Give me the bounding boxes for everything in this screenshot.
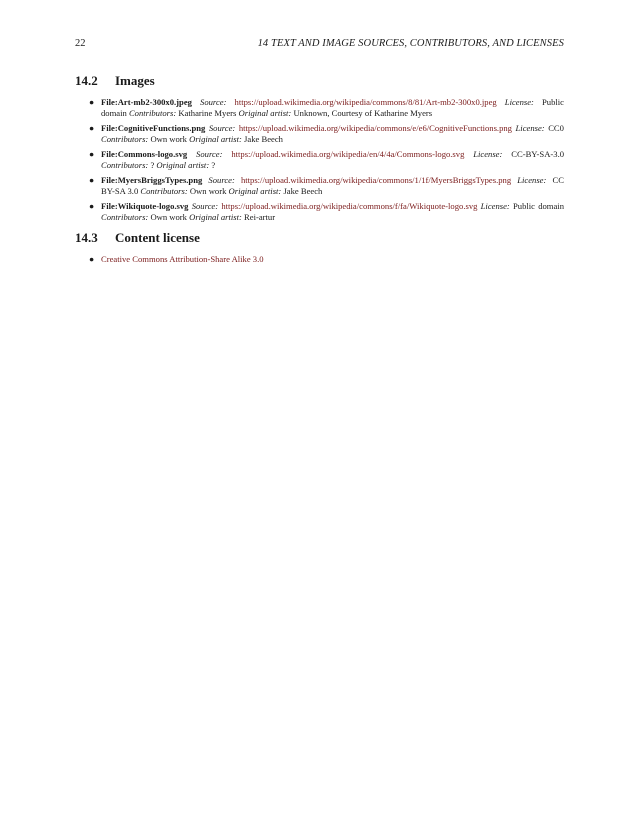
source-label: Source:: [208, 123, 236, 133]
section-title: Images: [115, 73, 155, 88]
images-section-heading: [75, 73, 564, 89]
license-label: License:: [473, 149, 503, 159]
section-number: 14.2: [75, 73, 98, 88]
content-license-section: [75, 230, 564, 269]
file-name: File:Art-mb2-300x0.jpeg: [101, 97, 192, 107]
artist-label: Original artist:: [156, 160, 210, 170]
contributors-value: Own work: [150, 134, 187, 144]
artist-label: Original artist:: [189, 212, 242, 222]
license-value: Public domain: [513, 201, 564, 211]
artist-value: ?: [211, 160, 216, 170]
source-link[interactable]: https://upload.wikimedia.org/wikipedia/commons/e/e6/CognitiveFunctions.png: [238, 123, 512, 133]
page-header: [75, 38, 564, 54]
bullet-icon: ●: [89, 149, 95, 159]
license-value: CC-BY-SA-3.0: [511, 149, 565, 159]
contributors-value: Katharine Myers: [178, 108, 237, 118]
file-name: File:CognitiveFunctions.png: [101, 123, 206, 133]
source-label: Source:: [200, 97, 227, 107]
bullet-icon: ●: [89, 254, 95, 264]
artist-value: Unknown, Courtesy of Katharine Myers: [293, 108, 433, 118]
license-label: License:: [504, 97, 534, 107]
contributors-label: Contributors:: [101, 134, 149, 144]
artist-label: Original artist:: [238, 108, 292, 118]
source-link[interactable]: https://upload.wikimedia.org/wikipedia/commons/8/81/Art-mb2-300x0.jpeg: [234, 97, 497, 107]
source-label: Source:: [196, 149, 223, 159]
artist-value: Jake Beech: [283, 186, 323, 196]
image-entry: [75, 175, 564, 197]
license-value: CC BY-SA 3.0: [101, 175, 564, 196]
license-value: Public domain: [101, 97, 564, 118]
license-label: License:: [515, 123, 545, 133]
artist-label: Original artist:: [228, 186, 282, 196]
license-label: License:: [480, 201, 510, 211]
file-name: File:MyersBriggsTypes.png: [101, 175, 203, 185]
contributors-value: Own work: [150, 212, 187, 222]
image-entry: [75, 97, 564, 119]
license-item: [75, 254, 564, 265]
contributors-label: Contributors:: [101, 212, 149, 222]
contributors-value: ?: [150, 160, 155, 170]
source-link[interactable]: https://upload.wikimedia.org/wikipedia/en/4/4a/Commons-logo.svg: [231, 149, 465, 159]
bullet-icon: ●: [89, 123, 95, 133]
image-entries-list: [75, 97, 564, 223]
image-entry: [75, 123, 564, 145]
source-link[interactable]: https://upload.wikimedia.org/wikipedia/commons/1/1f/MyersBriggsTypes.png: [240, 175, 512, 185]
source-label: Source:: [191, 201, 219, 211]
image-entry: [75, 149, 564, 171]
source-label: Source:: [208, 175, 235, 185]
contributors-label: Contributors:: [101, 160, 149, 170]
images-section: [75, 73, 564, 227]
artist-value: Rei-artur: [244, 212, 276, 222]
bullet-icon: ●: [89, 175, 95, 185]
bullet-icon: ●: [89, 201, 95, 211]
page-number: 22: [75, 38, 86, 49]
license-label: License:: [517, 175, 547, 185]
section-number: 14.3: [75, 230, 98, 245]
license-value: CC0: [548, 123, 564, 133]
section-title: Content license: [115, 230, 200, 245]
file-name: File:Wikiquote-logo.svg: [101, 201, 189, 211]
contributors-label: Contributors:: [140, 186, 188, 196]
contributors-label: Contributors:: [128, 108, 177, 118]
file-name: File:Commons-logo.svg: [101, 149, 188, 159]
license-link[interactable]: Creative Commons Attribution-Share Alike 3.0: [101, 254, 264, 264]
artist-value: Jake Beech: [244, 134, 283, 144]
contributors-value: Own work: [189, 186, 227, 196]
license-list: [75, 254, 564, 265]
image-entry: [75, 201, 564, 223]
bullet-icon: ●: [89, 97, 95, 107]
running-title: 14 TEXT AND IMAGE SOURCES, CONTRIBUTORS, AND LICENSES: [257, 38, 564, 49]
content-license-heading: [75, 230, 564, 246]
artist-label: Original artist:: [189, 134, 242, 144]
source-link[interactable]: https://upload.wikimedia.org/wikipedia/commons/f/fa/Wikiquote-logo.svg: [221, 201, 478, 211]
